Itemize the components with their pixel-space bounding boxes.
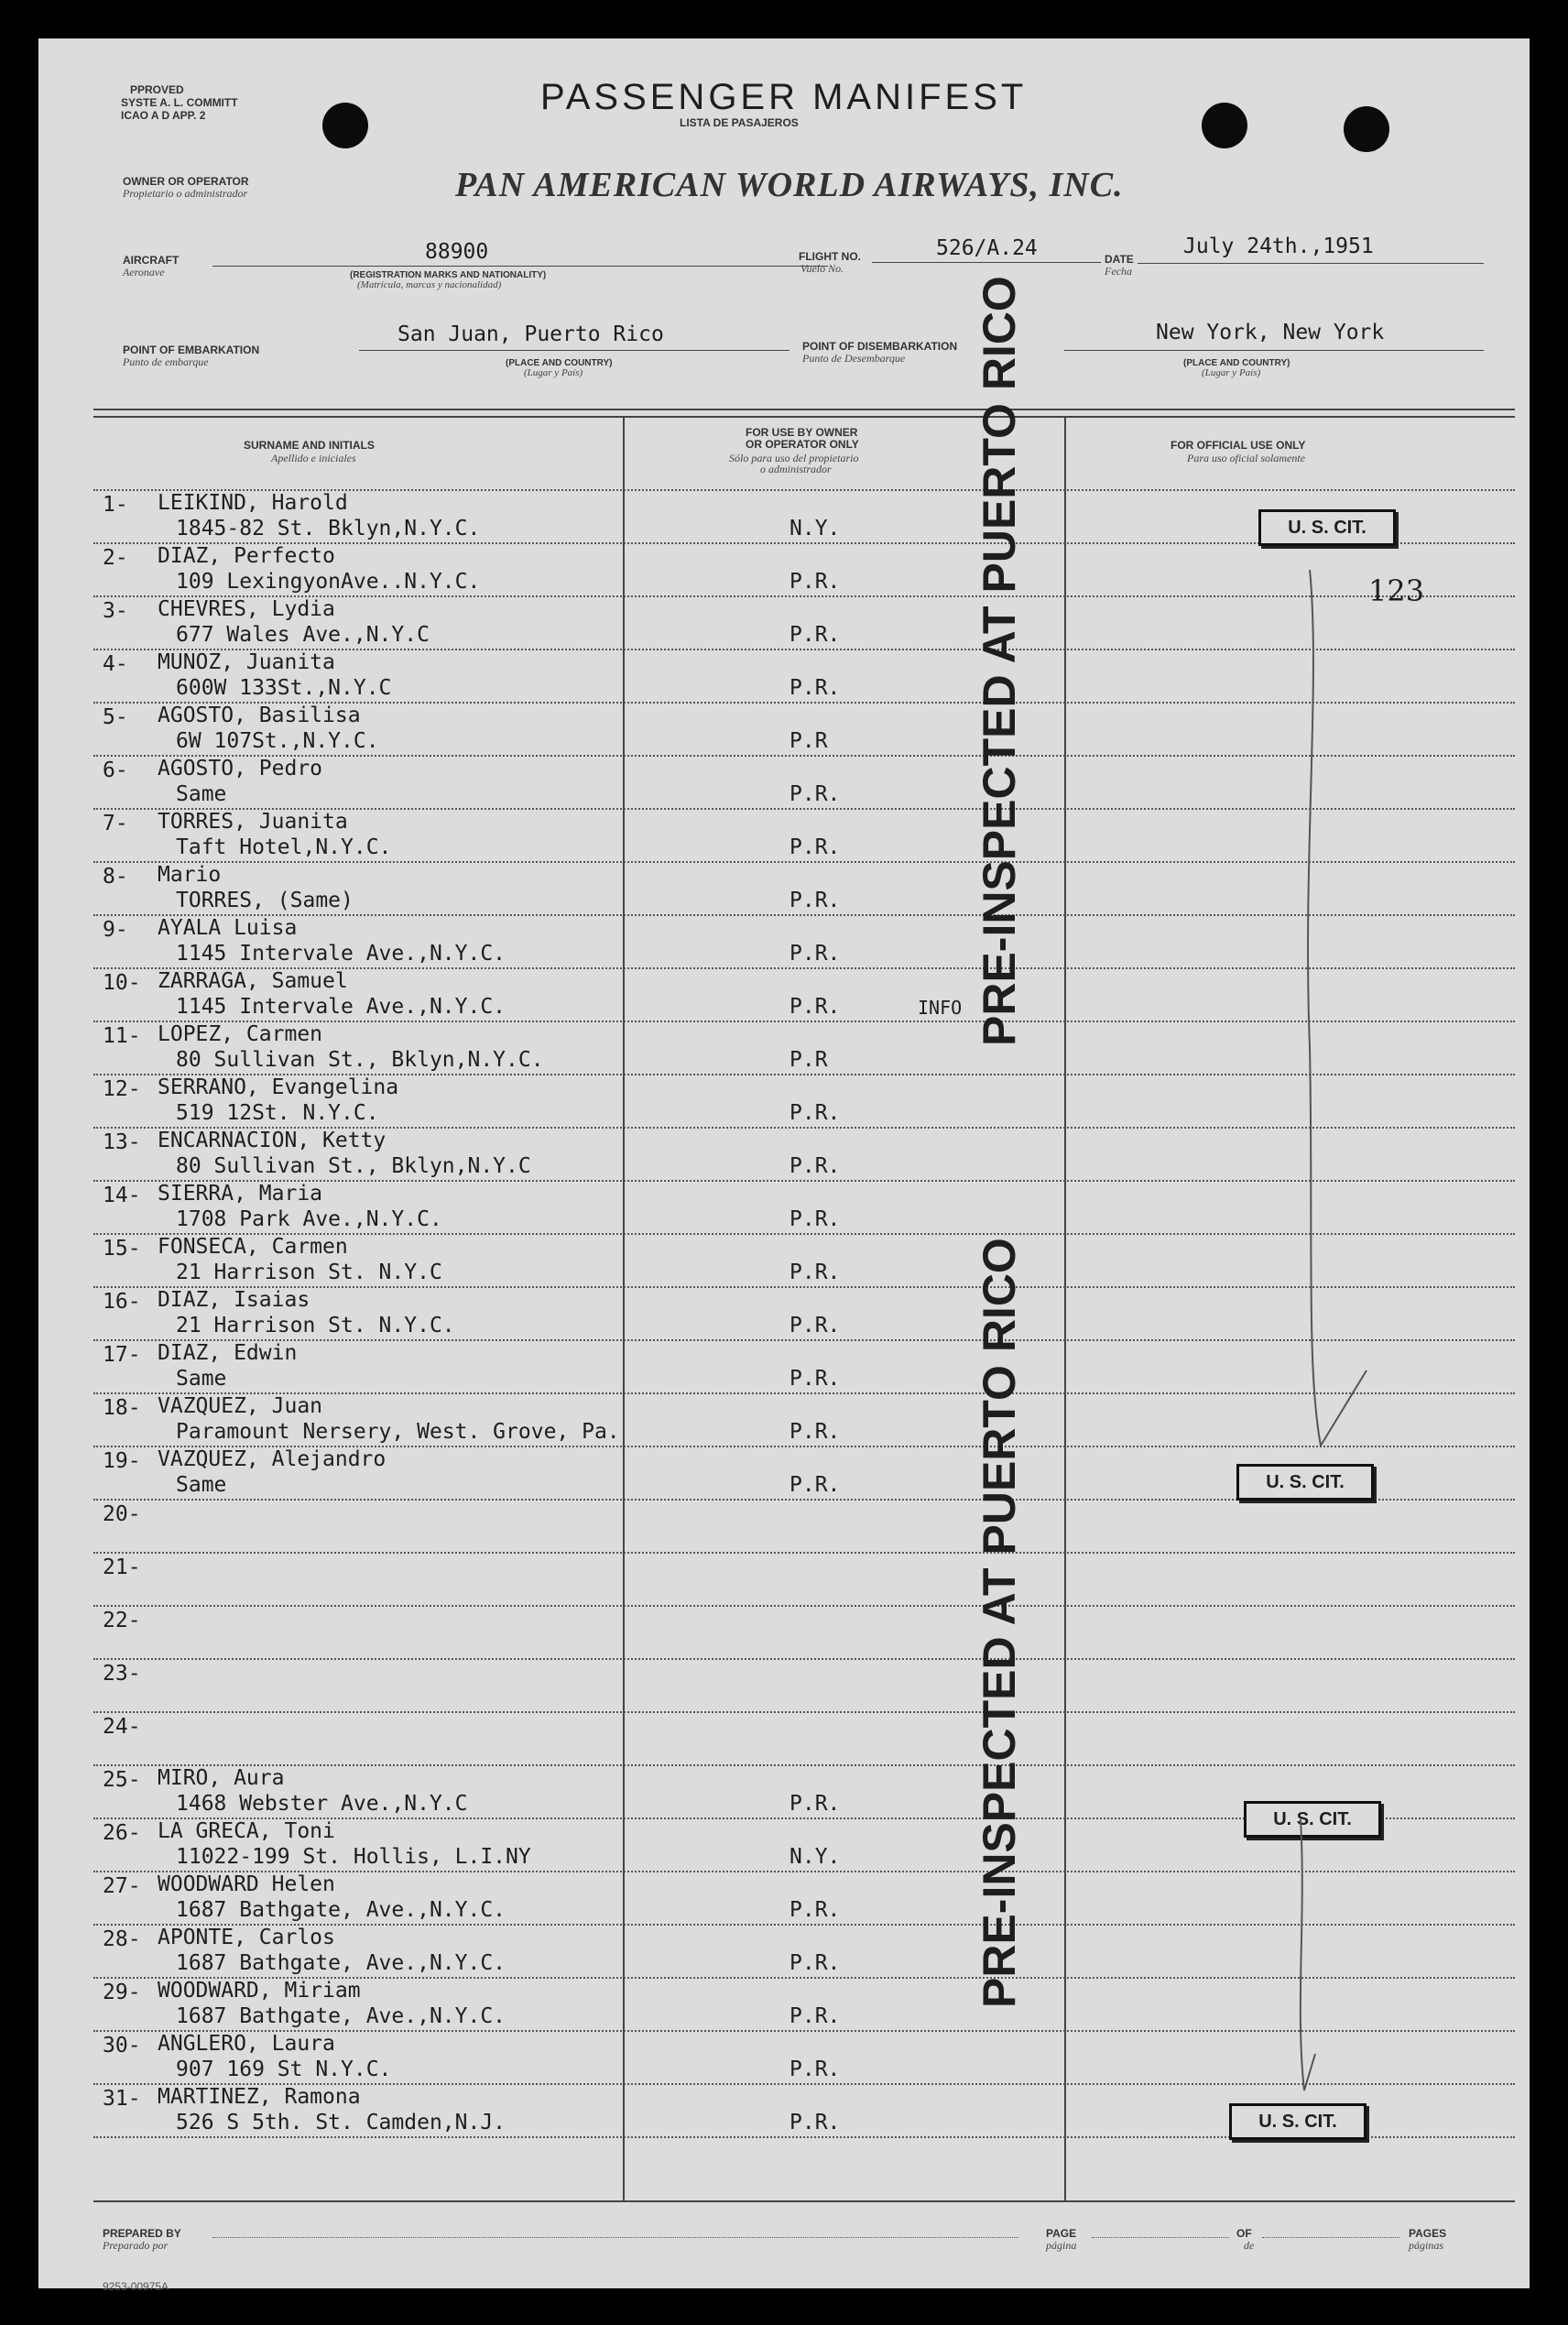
passenger-name: Mario: [158, 863, 222, 887]
row-number: 12-: [103, 1077, 141, 1101]
row-number: 26-: [103, 1821, 141, 1845]
us-cit-stamp-2: U. S. CIT.: [1236, 1464, 1374, 1501]
page-label: PAGE: [1046, 2227, 1077, 2240]
embark-place-note-es: (Lugar y País): [524, 367, 583, 378]
row-number: 11-: [103, 1024, 141, 1048]
aircraft-label-es: Aeronave: [123, 266, 165, 278]
passenger-code: P.R.: [789, 1951, 841, 1975]
passenger-address: 1687 Bathgate, Ave.,N.Y.C.: [176, 1951, 506, 1975]
embark-label: POINT OF EMBARKATION: [123, 344, 260, 356]
approval-line-1: PPROVED: [130, 83, 184, 96]
col-owner-header-es-2: o administrador: [760, 463, 832, 475]
row-number: 20-: [103, 1502, 141, 1526]
passenger-address: 109 LexingyonAve..N.Y.C.: [176, 570, 481, 594]
date-value: July 24th.,1951: [1183, 235, 1374, 258]
row-number: 14-: [103, 1184, 141, 1207]
owner-label-es: Propietario o administrador: [123, 187, 248, 200]
passenger-name: WOODWARD Helen: [158, 1872, 335, 1896]
date-label-es: Fecha: [1105, 265, 1132, 278]
passenger-name: DIAZ, Perfecto: [158, 544, 335, 568]
passenger-name: SERRANO, Evangelina: [158, 1075, 399, 1099]
owner-label: OWNER OR OPERATOR: [123, 175, 249, 188]
passenger-code: P.R.: [789, 1207, 841, 1231]
of-label-es: de: [1244, 2239, 1255, 2252]
passenger-name: ANGLERO, Laura: [158, 2032, 335, 2056]
passenger-name: LA GRECA, Toni: [158, 1819, 335, 1843]
col-official-header: FOR OFFICIAL USE ONLY: [1171, 439, 1306, 452]
row-number: 25-: [103, 1768, 141, 1792]
row-number: 4-: [103, 652, 128, 676]
passenger-code: P.R.: [789, 1154, 841, 1178]
row-number: 7-: [103, 812, 128, 835]
passenger-address: 80 Sullivan St., Bklyn,N.Y.C: [176, 1154, 531, 1178]
passenger-code: P.R: [789, 729, 828, 753]
pencil-bracket-lines: [38, 38, 1530, 2288]
prepared-by-label-es: Preparado por: [103, 2239, 169, 2252]
row-number: 1-: [103, 493, 128, 517]
flight-value: 526/A.24: [936, 236, 1038, 260]
passenger-address: Taft Hotel,N.Y.C.: [176, 835, 392, 859]
row-number: 27-: [103, 1874, 141, 1898]
row-number: 8-: [103, 865, 128, 889]
row-number: 10-: [103, 971, 141, 995]
passenger-name: MARTINEZ, Ramona: [158, 2085, 361, 2109]
passenger-address: 1687 Bathgate, Ave.,N.Y.C.: [176, 2004, 506, 2028]
disembark-value: New York, New York: [1156, 321, 1385, 344]
of-label: OF: [1236, 2227, 1252, 2240]
passenger-address: 1687 Bathgate, Ave.,N.Y.C.: [176, 1898, 506, 1922]
passenger-name: LEIKIND, Harold: [158, 491, 348, 515]
passenger-code: P.R.: [789, 570, 841, 594]
passenger-code: P.R.: [789, 1898, 841, 1922]
manifest-page: [38, 38, 1530, 2293]
col-owner-header-1: FOR USE BY OWNER: [746, 426, 858, 439]
passenger-code: P.R.: [789, 623, 841, 647]
flight-label: FLIGHT NO.: [799, 250, 861, 263]
bracket-line-lower: [1301, 1819, 1315, 2090]
passenger-name: APONTE, Carlos: [158, 1926, 335, 1949]
passenger-name: VAZQUEZ, Juan: [158, 1394, 323, 1418]
passenger-address: 21 Harrison St. N.Y.C.: [176, 1314, 455, 1337]
row-number: 28-: [103, 1927, 141, 1951]
row-number: 18-: [103, 1396, 141, 1420]
passenger-code: P.R.: [789, 782, 841, 806]
passenger-address: 1145 Intervale Ave.,N.Y.C.: [176, 995, 506, 1019]
pages-label-es: páginas: [1409, 2239, 1444, 2252]
disembark-place-note-es: (Lugar y País): [1202, 367, 1261, 378]
passenger-name: AYALA Luisa: [158, 916, 298, 940]
passenger-address: Same: [176, 1367, 227, 1391]
page-label-es: página: [1046, 2239, 1077, 2252]
passenger-address: 526 S 5th. St. Camden,N.J.: [176, 2111, 506, 2134]
embark-value: San Juan, Puerto Rico: [397, 322, 664, 346]
page-subtitle: LISTA DE PASAJEROS: [680, 116, 799, 129]
passenger-name: WOODWARD, Miriam: [158, 1979, 361, 2003]
page-title: PASSENGER MANIFEST: [540, 77, 1028, 117]
passenger-name: CHEVRES, Lydia: [158, 597, 335, 621]
passenger-code: P.R.: [789, 1420, 841, 1444]
passenger-note: INFO: [918, 997, 963, 1019]
owner-value: PAN AMERICAN WORLD AIRWAYS, INC.: [455, 166, 1124, 204]
row-number: 6-: [103, 759, 128, 782]
preinspected-stamp-2: PRE-INSPECTED AT PUERTO RICO: [974, 1238, 1025, 2008]
disembark-place-note: (PLACE AND COUNTRY): [1183, 358, 1290, 368]
approval-line-2: SYSTE A. L. COMMITT: [121, 96, 238, 109]
row-number: 9-: [103, 918, 128, 942]
passenger-name: AGOSTO, Pedro: [158, 757, 323, 780]
prepared-by-label: PREPARED BY: [103, 2227, 181, 2240]
col-owner-header-es-1: Sólo para uso del propietario: [729, 452, 859, 464]
footer-of-line: [1262, 2237, 1399, 2238]
passenger-name: AGOSTO, Basilisa: [158, 704, 361, 727]
passenger-code: N.Y.: [789, 1845, 841, 1869]
passenger-address: 1708 Park Ave.,N.Y.C.: [176, 1207, 442, 1231]
count-annotation: 123: [1368, 573, 1425, 608]
passenger-code: P.R.: [789, 676, 841, 700]
aircraft-note: (REGISTRATION MARKS AND NATIONALITY): [350, 270, 547, 280]
embark-place-note: (PLACE AND COUNTRY): [506, 358, 613, 368]
footer-prepared-line: [212, 2237, 1018, 2238]
passenger-name: MUNOZ, Juanita: [158, 650, 335, 674]
passenger-name: FONSECA, Carmen: [158, 1235, 348, 1259]
passenger-name: ENCARNACION, Ketty: [158, 1129, 387, 1152]
passenger-code: P.R.: [789, 1314, 841, 1337]
passenger-code: P.R.: [789, 1261, 841, 1284]
aircraft-note-es: (Matrícula, marcas y nacionalidad): [357, 279, 502, 290]
passenger-address: 519 12St. N.Y.C.: [176, 1101, 379, 1125]
us-cit-stamp-4: U. S. CIT.: [1229, 2103, 1367, 2140]
passenger-address: 6W 107St.,N.Y.C.: [176, 729, 379, 753]
passenger-address: 907 169 St N.Y.C.: [176, 2058, 392, 2081]
passenger-address: 11022-199 St. Hollis, L.I.NY: [176, 1845, 531, 1869]
passenger-address: 677 Wales Ave.,N.Y.C: [176, 623, 430, 647]
row-number: 22-: [103, 1609, 141, 1632]
row-number: 31-: [103, 2087, 141, 2111]
passenger-code: N.Y.: [789, 517, 841, 540]
row-number: 17-: [103, 1343, 141, 1367]
passenger-address: Paramount Nersery, West. Grove, Pa.: [176, 1420, 620, 1444]
aircraft-value: 88900: [425, 240, 489, 264]
row-number: 2-: [103, 546, 128, 570]
passenger-code: P.R.: [789, 2111, 841, 2134]
passenger-address: 80 Sullivan St., Bklyn,N.Y.C.: [176, 1048, 544, 1072]
footer-rule: [93, 2200, 1515, 2202]
col-surname-header-es: Apellido e iniciales: [271, 452, 356, 464]
passenger-code: P.R.: [789, 1101, 841, 1125]
passenger-address: 21 Harrison St. N.Y.C: [176, 1261, 442, 1284]
row-number: 3-: [103, 599, 128, 623]
row-number: 29-: [103, 1981, 141, 2004]
row-number: 13-: [103, 1130, 141, 1154]
aircraft-label: AIRCRAFT: [123, 254, 180, 267]
row-number: 30-: [103, 2034, 141, 2058]
passenger-name: DIAZ, Edwin: [158, 1341, 298, 1365]
row-number: 16-: [103, 1290, 141, 1314]
us-cit-stamp-1: U. S. CIT.: [1258, 509, 1396, 546]
passenger-address: 1145 Intervale Ave.,N.Y.C.: [176, 942, 506, 966]
passenger-code: P.R.: [789, 942, 841, 966]
passenger-address: 1845-82 St. Bklyn,N.Y.C.: [176, 517, 481, 540]
disembark-label-es: Punto de Desembarque: [802, 352, 906, 365]
pages-label: PAGES: [1409, 2227, 1447, 2240]
passenger-address: 600W 133St.,N.Y.C: [176, 676, 392, 700]
passenger-code: P.R.: [789, 2004, 841, 2028]
flight-label-es: Vuelo No.: [800, 262, 844, 275]
row-number: 15-: [103, 1237, 141, 1261]
passenger-code: P.R: [789, 1048, 828, 1072]
col-official-header-es: Para uso oficial solamente: [1187, 452, 1305, 464]
passenger-address: 1468 Webster Ave.,N.Y.C: [176, 1792, 468, 1816]
footer-page-line: [1092, 2237, 1229, 2238]
passenger-name: VAZQUEZ, Alejandro: [158, 1447, 387, 1471]
passenger-code: P.R.: [789, 2058, 841, 2081]
row-number: 5-: [103, 705, 128, 729]
row-number: 21-: [103, 1555, 141, 1579]
passenger-address: Same: [176, 782, 227, 806]
embark-label-es: Punto de embarque: [123, 355, 209, 368]
date-label: DATE: [1105, 253, 1134, 266]
passenger-code: P.R.: [789, 835, 841, 859]
passenger-name: MIRO, Aura: [158, 1766, 285, 1790]
form-number: 9253-00975A: [103, 2280, 169, 2293]
passenger-name: LOPEZ, Carmen: [158, 1022, 323, 1046]
passenger-code: P.R.: [789, 889, 841, 912]
col-surname-header: SURNAME AND INITIALS: [244, 439, 375, 452]
preinspected-stamp-1: PRE-INSPECTED AT PUERTO RICO: [974, 276, 1025, 1046]
col-owner-header-2: OR OPERATOR ONLY: [746, 438, 859, 451]
passenger-code: P.R.: [789, 995, 841, 1019]
approval-line-3: ICAO A D APP. 2: [121, 109, 206, 122]
disembark-label: POINT OF DISEMBARKATION: [802, 340, 958, 353]
passenger-address: Same: [176, 1473, 227, 1497]
passenger-code: P.R.: [789, 1473, 841, 1497]
passenger-name: TORRES, Juanita: [158, 810, 348, 834]
passenger-code: P.R.: [789, 1792, 841, 1816]
passenger-code: P.R.: [789, 1367, 841, 1391]
row-number: 19-: [103, 1449, 141, 1473]
passenger-name: ZARRAGA, Samuel: [158, 969, 348, 993]
row-number: 24-: [103, 1715, 141, 1739]
passenger-address: TORRES, (Same): [176, 889, 354, 912]
us-cit-stamp-3: U. S. CIT.: [1244, 1801, 1381, 1838]
passenger-name: DIAZ, Isaias: [158, 1288, 310, 1312]
row-number: 23-: [103, 1662, 141, 1686]
passenger-name: SIERRA, Maria: [158, 1182, 323, 1206]
bracket-line-upper: [1308, 570, 1367, 1446]
